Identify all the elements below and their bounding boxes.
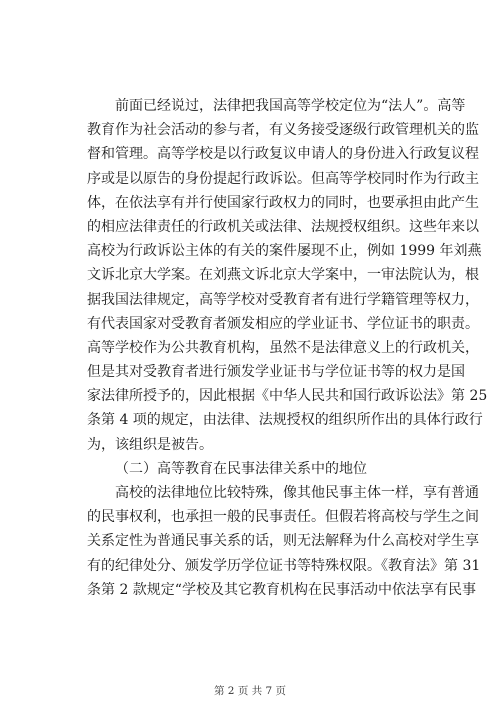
text-line: 前面已经说过，法律把我国高等学校定位为“法人”。高等	[115, 98, 466, 114]
document-body	[87, 94, 488, 602]
text-line: 有的纪律处分、颁发学历学位证书等特殊权限。《教育法》第 31	[87, 557, 481, 574]
text-line: （二）高等教育在民事法律关系中的地位	[115, 460, 367, 477]
text-line: 的相应法律责任的行政机关或法律、法规授权组织。这些年来以	[87, 218, 479, 235]
page-number-footer: 第 2 页 共 7 页	[213, 685, 287, 697]
text-line: 高校为行政诉讼主体的有关的案件屡现不止，例如 1999 年刘燕	[87, 243, 482, 260]
text-line: 关系定性为普通民事关系的话，则无法解释为什么高校对学生享	[87, 533, 479, 550]
text-line: 据我国法律规定，高等学校对受教育者有进行学籍管理等权力，	[87, 291, 479, 308]
text-line: 高校的法律地位比较特殊，像其他民事主体一样，享有普通	[115, 485, 479, 501]
text-line: 条第 4 项的规定，由法律、法规授权的组织所作出的具体行政行	[87, 412, 483, 429]
text-line: 有代表国家对受教育者颁发相应的学业证书、学位证书的职责。	[87, 315, 479, 332]
text-line: 但是其对受教育者进行颁发学业证书与学位证书等的权力是国	[87, 364, 465, 381]
text-line: 序或是以原告的身份提起行政诉讼。但高等学校同时作为行政主	[87, 170, 479, 187]
text-line: 家法律所授予的，因此根据《中华人民共和国行政诉讼法》第 25	[87, 388, 488, 405]
text-line: 教育作为社会活动的参与者，有义务接受逐级行政管理机关的监	[87, 122, 479, 139]
text-line: 督和管理。高等学校是以行政复议申请人的身份进入行政复议程	[87, 146, 479, 163]
text-line: 高等学校作为公共教育机构，虽然不是法律意义上的行政机关，	[87, 339, 479, 356]
text-line: 的民事权利，也承担一般的民事责任。但假若将高校与学生之间	[87, 509, 479, 526]
text-line: 文诉北京大学案。在刘燕文诉北京大学案中，一审法院认为，根	[87, 267, 479, 284]
text-line: 条第 2 款规定“学校及其它教育机构在民事活动中依法享有民事	[87, 581, 476, 598]
text-line: 体，在依法享有并行使国家行政权力的同时，也要承担由此产生	[87, 194, 479, 211]
text-line: 为，该组织是被告。	[87, 436, 213, 453]
